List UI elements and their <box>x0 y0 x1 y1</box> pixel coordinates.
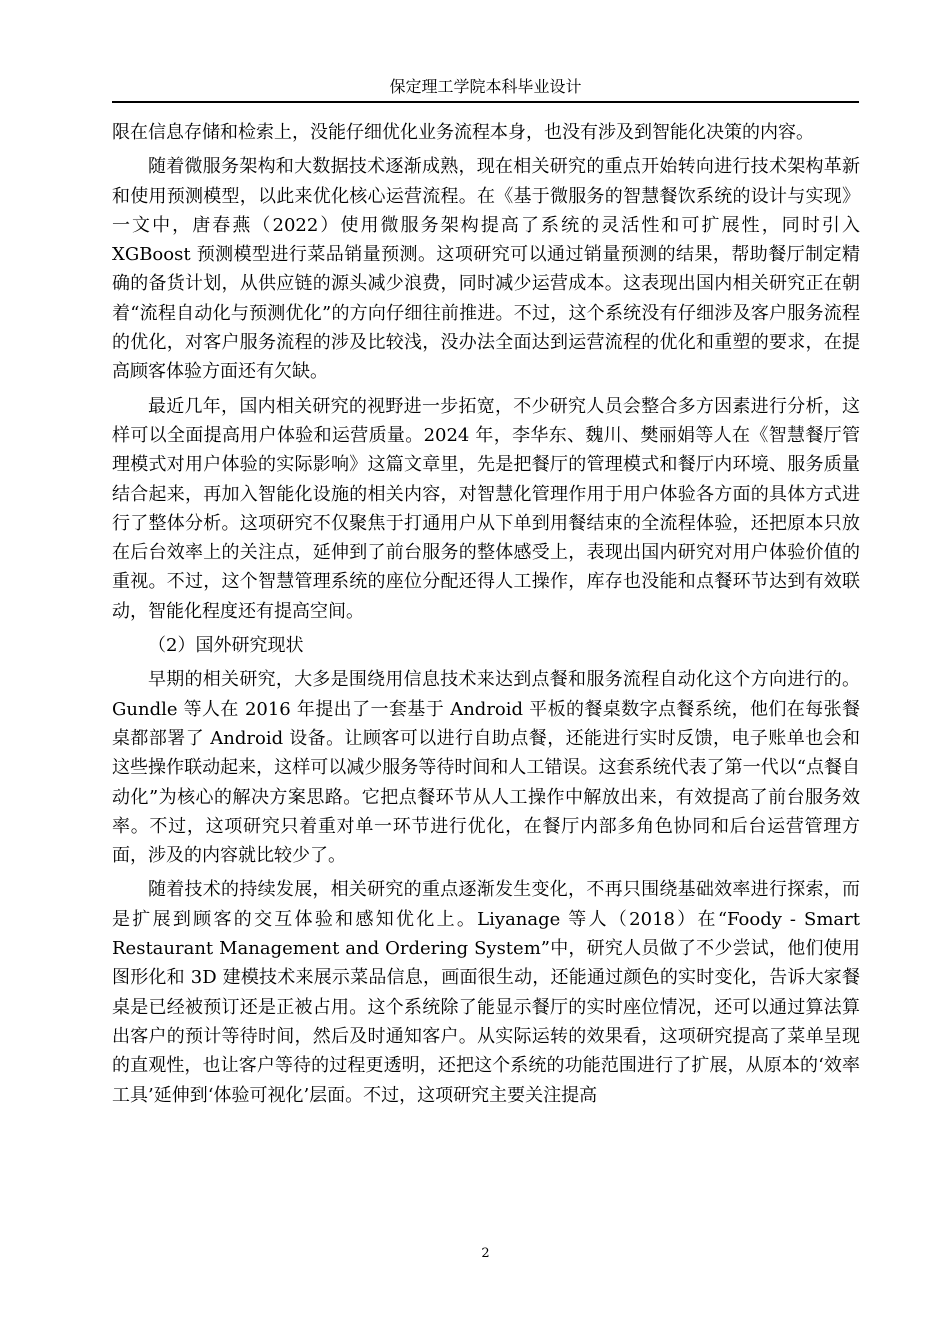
paragraph-5: 随着技术的持续发展，相关研究的重点逐渐发生变化，不再只围绕基础效率进行探索，而是扩展到顾客的交互体验和感知优化上。Liyanage 等人（2018）在“Foody - Smart Restaurant Management and Ordering System”中，研究人员做了不少尝试，他们使用图形化和 3D 建模技术来展示菜品信息，画面很生动，还能通过颜色的实时变化，告诉大家餐桌是已经被预订还是正被占用。这个系统除了能显示餐厅的实时座位情况，还可以通过算法算出客户的预计等待时间，然后及时通知客户。从实际运转的效果看，这项研究提高了菜单呈现的直观性，也让客户等待的过程更透明，还把这个系统的功能范围进行了扩展，从原本的‘效率工具’延伸到‘体验可视化’层面。不过，这项研究主要关注提高 <box>112 879 860 1106</box>
header-rule <box>112 101 859 103</box>
paragraph-2: 随着微服务架构和大数据技术逐渐成熟，现在相关研究的重点开始转向进行技术架构革新和使用预测模型，以此来优化核心运营流程。在《基于微服务的智慧餐饮系统的设计与实现》一文中，唐春燕（2022）使用微服务架构提高了系统的灵活性和可扩展性，同时引入 XGBoost 预测模型进行菜品销量预测。这项研究可以通过销量预测的结果，帮助餐厅制定精确的备货计划，从供应链的源头减少浪费，同时减少运营成本。这表现出国内相关研究正在朝着“流程自动化与预测优化”的方向仔细往前推进。不过，这个系统没有仔细涉及客户服务流程的优化，对客户服务流程的涉及比较浅，没办法全面达到运营流程的优化和重塑的要求，在提高顾客体验方面还有欠缺。 <box>112 156 860 383</box>
section-heading: （2）国外研究现状 <box>148 635 304 657</box>
page-number: 2 <box>481 1246 490 1261</box>
paragraph-4: 早期的相关研究，大多是围绕用信息技术来达到点餐和服务流程自动化这个方向进行的。Gundle 等人在 2016 年提出了一套基于 Android 平板的餐桌数字点餐系统，他们在每张餐桌都部署了 Android 设备。让顾客可以进行自助点餐，还能进行实时反馈，电子账单也会和这些操作联动起来，这样可以减少服务等待时间和人工错误。这套系统代表了第一代以“点餐自动化”为核心的解决方案思路。它把点餐环节从人工操作中解放出来，有效提高了前台服务效率。不过，这项研究只着重对单一环节进行优化，在餐厅内部多角色协同和后台运营管理方面，涉及的内容就比较少了。 <box>112 669 860 867</box>
paragraph-3: 最近几年，国内相关研究的视野进一步拓宽，不少研究人员会整合多方因素进行分析，这样可以全面提高用户体验和运营质量。2024 年，李华东、魏川、樊丽娟等人在《智慧餐厅管理模式对用户体验的实际影响》这篇文章里，先是把餐厅的管理模式和餐厅内环境、服务质量结合起来，再加入智能化设施的相关内容，对智慧化管理作用于用户体验各方面的具体方式进行了整体分析。这项研究不仅聚焦于打通用户从下单到用餐结束的全流程体验，还把原本只放在后台效率上的关注点，延伸到了前台服务的整体感受上，表现出国内研究对用户体验价值的重视。不过，这个智慧管理系统的座位分配还得人工操作，库存也没能和点餐环节达到有效联动，智能化程度还有提高空间。 <box>112 395 860 622</box>
paragraph-1: 限在信息存储和检索上，没能仔细优化业务流程本身，也没有涉及到智能化决策的内容。 <box>112 122 814 143</box>
body-text <box>112 118 860 1115</box>
running-header: 保定理工学院本科毕业设计 <box>389 77 582 96</box>
